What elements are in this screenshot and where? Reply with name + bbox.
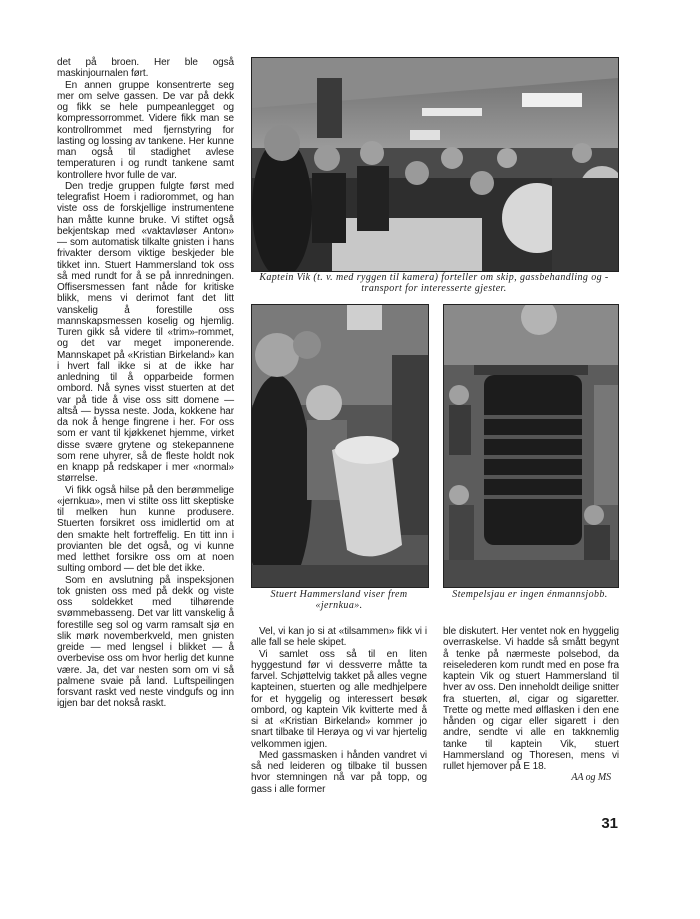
paragraph: Vi fikk også hilse på den berømmelige «jernkua», men vi stilte oss litt skeptiske til melken hun kunne produsere. Stuerten forsikret oss imidlertid om at den smakte helt fortreffelig. En titt inn i provianten ble det også, og vi kunne med letthet forsikre oss om at noen sulting ombord — det ble det ikke. [57,484,234,575]
paragraph: Med gassmasken i hånden vandret vi så ned leideren og tilbake til bussen hvor stemningen nå var på topp, og gass i alle former [251,749,427,795]
paragraph: det på broen. Her ble også maskinjournalen ført. [57,57,234,80]
author-signature: AA og MS [571,772,611,784]
page-number: 31 [601,815,618,832]
photo-piston-work [443,304,619,588]
paragraph: Den tredje gruppen fulgte først med telegrafist Hoem i radiorommet, og han viste oss de forskjellige instrumentene han måtte kunne bruke. Vi stiftet også bekjentskap med «vaktavløser Anton» — som automatisk tilkalte gnisten i hans frivakter dersom viktige beskjeder ble tikket inn. Stuert Hammersland tok oss så med rundt for å se på innredningen. Offisersmessen fant nåde for kritiske blikk, mens vi derimot fant det litt vanskelig å forestille oss mannskapsmessen koselig og hjemlig. Turen gikk så videre til «trim»-rommet, og det var meget imponerende. Mannskapet på «Kristian Birkeland» kan i hvert fall ikke si at de ikke har anledning til å opparbeide formen ombord. Nå synes visst stuerten at det var på tide å vise oss sitt domene — altså — byssa neste. Joda, kokkene har da nok å henge fingrene i her. For oss som er vant til kjøkkenet hjemme, virket disse svære grytene og stekepannene som rene uhyrer, så de fleste holdt nok en knapp på redskaper i mer «normal» størrelse. [57,180,234,485]
paragraph: Som en avslutning på inspeksjonen tok gnisten oss med på dekk og viste oss soldekket med tilhørende svømmebasseng. Det var litt vanskelig å forestille seg sol og varm ramsalt sjø en slik mørk novemberkveld, men gnisten greide — med lengsel i blikket — å overbevise oss om hvor herlig det kunne være. Ja, det var nesten som om vi så palmene svaie på land. Luftspeilingen forsvant raskt ved neste vindgufs og inn igjen bar det nokså raskt. [57,574,234,710]
left-text-column [57,57,234,710]
caption-left-photo: Stuert Hammersland viser frem «jernkua». [270,589,408,611]
caption-top-photo: Kaptein Vik (t. v. med ryggen til kamera) forteller om skip, gassbehandling og -transport for interesserte gjester. [259,272,609,294]
photo-steward-jernkua [251,304,429,588]
paragraph: Vi samlet oss så til en liten hyggestund før vi dessverre måtte ta farvel. Schjøttelvig takket på alles vegne kapteinen, stuerten og alle medhjelpere for et hyggelig og interessert besøk ombord, og kaptein Vik kvitterte med å si at «Kristian Birkeland» kommer jo snart tilbake til Herøya og vi var hjertelig velkommen igjen. [251,648,427,750]
middle-text-column [251,626,427,795]
paragraph: En annen gruppe konsentrerte seg mer om selve gassen. De var på dekk og fikk se hele pumpeanlegget og kompressorrommet. Videre fikk man se kontrollrommet med fjernstyring for lasting og lossing av tankene. Her kunne man også til stadighet avlese temperaturen i og rundt tankene samt kontrollere hvor fulle de var. [57,79,234,181]
paragraph: ble diskutert. Her ventet nok en hyggelig overraskelse. Vi hadde så smått begynt å tenke på nærmeste polsebod, da reiselederen kom rundt med en pose fra kaptein Vik og stuert Hammersland til hver av oss. Den inneholdt deilige snitter fra stuerten, øl, cigar og sigaretter. Trette og mette med ølflasken i den ene hånden og cigar eller sigarett i den andre, sendte vi alle en takknemlig tanke til kaptein Vik, stuert Hammersland og Thoresen, mens vi rullet hjemover på E 18. [443,626,619,772]
paragraph: Vel, vi kan jo si at «tilsammen» fikk vi i alle fall se hele skipet. [251,626,427,649]
caption-right-photo: Stempelsjau er ingen énmannsjobb. [452,589,608,600]
right-text-column [443,626,619,784]
photo-group-of-guests [251,57,619,272]
